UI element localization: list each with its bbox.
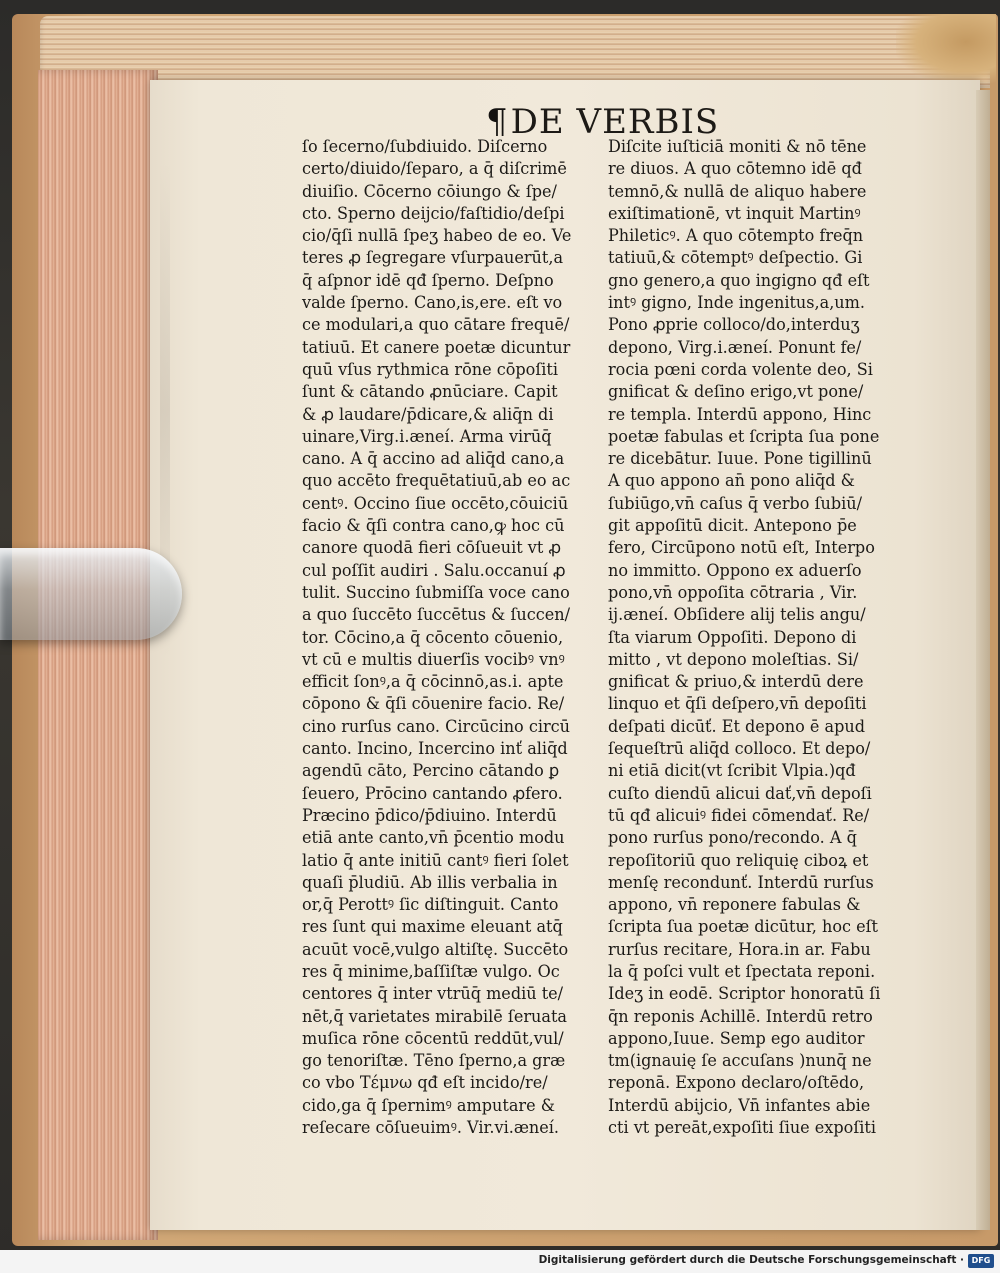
left-column-line: ce modulari,a quo cātare frequē/ [302,315,570,335]
left-column-line: centꝰ. Occino ſiue occēto,cōuiciū [302,493,569,513]
right-column-line: no immitto. Oppono ex aduerſo [608,560,862,580]
right-column-line: repoſitoriū quo reliquię ciboꝝ et [608,850,869,870]
right-column-line: la q̄ poſci vult et ſpectata reponi. [608,961,876,981]
dfg-logo-icon: DFG [968,1254,994,1268]
left-column-line: tor. Cōcino,a q̄ cōcento cōuenio, [302,627,564,647]
left-column-line: muſica rōne cōcentū reddūt,vul/ [302,1028,564,1048]
worn-corner [896,14,996,84]
left-column-line: cano. A q̄ accino ad aliq̄d cano,a [302,449,565,469]
right-column-line: appono, vn̄ reponere fabulas & [608,895,861,915]
left-column-line: tatiuū. Et canere poetæ dicuntur [302,337,571,357]
book-top-edge [40,16,990,88]
right-column-line: linquo et q̄ſi deſpero,vn̄ depoſiti [608,694,867,714]
left-column-line: valde ſperno. Cano,is,ere. eſt vo [302,293,563,313]
glass-page-weight [0,548,182,640]
left-column-line: res ſunt qui maxime eleuant atq̄ [302,917,563,937]
left-column-line: centores q̄ inter vtrūq̄ mediū te/ [302,984,564,1004]
right-column-line: exiſtimationē, vt inquit Martinꝰ [608,203,861,223]
left-column-line: acuūt vocē,vulgo altiſtę. Succēto [302,939,569,959]
left-column-line: vt cū e multis diuerſis vocibꝰ vnꝰ [302,649,565,669]
right-column-line: gnificat & deſino erigo,vt pone/ [608,382,864,402]
footer-credit: Digitalisierung gefördert durch die Deutsche Forschungsgemeinschaft · [538,1254,964,1266]
right-column-line: ij.æneí. Obſidere alij telis angu/ [608,605,866,625]
right-column-line: cti vt pereāt,expoſiti ſiue expoſiti [608,1118,877,1138]
right-text-column [608,136,908,1139]
right-column-line: ſequeſtrū aliq̄d colloco. Et depo/ [608,739,871,759]
right-column-line: gnificat & priuo,& interdū dere [608,672,864,692]
right-column-line: re diuos. A quo cōtemno idē qđ [608,159,862,179]
left-column-line: latio q̄ ante initiū cantꝰ fieri ſolet [302,850,569,870]
right-column-line: menſę recondunť. Interdū rurſus [608,872,874,892]
right-column-line: Pono ꝓprie colloco/do,interduʒ [608,315,860,335]
right-column-line: tm(ignauię ſe accuſans )nunq̄ ne [608,1051,872,1071]
right-column-line: fero, Circūpono notū eſt, Interpo [608,538,875,558]
right-column-line: git appoſitū dicit. Antepono p̄e [608,516,857,536]
book-fore-edge [38,70,158,1240]
right-column-line: ſubiūgo,vn̄ caſus q̄ verbo ſubiū/ [608,493,863,513]
right-column-line: intꝰ gigno, Inde ingenitus,a,um. [608,293,865,313]
footer-bar [0,1250,1000,1273]
left-column-line: cto. Sperno deijcio/faſtidio/deſpi [302,203,565,223]
page-gutter [976,90,990,1230]
left-column-line: a quo ſuccēto ſuccētus & ſuccen/ [302,605,571,625]
right-column-line: tū qđ alicuiꝰ fidei cōmendať. Re/ [608,805,870,825]
left-text-column [302,136,602,1139]
right-column-line: ſcripta ſua poetæ dicūtur, hoc eſt [608,917,879,937]
left-column-line: nēt,q̄ varietates mirabilē ſeruata [302,1006,568,1026]
left-column-line: & ꝓ laudare/p̄dicare,& aliq̄n di [302,404,554,424]
left-column-line: cido,ga q̄ ſpernimꝰ amputare & [302,1095,556,1115]
left-column-line: Præcino p̄dico/p̄diuino. Interdū [302,805,557,825]
right-column-line: A quo appono an̄ pono aliq̄d & [608,471,855,491]
left-column-line: cōpono & q̄ſi cōuenire facio. Re/ [302,694,565,714]
right-column-line: Ideʒ in eodē. Scriptor honoratū ſi [608,984,881,1004]
right-column-line: q̄n reponis Achillē. Interdū retro [608,1006,873,1026]
right-column-line: mitto , vt depono moleſtias. Si/ [608,649,859,669]
left-column-line: diuiſio. Cōcerno cōiungo & ſpe/ [302,181,557,201]
pilcrow-icon: ¶ [486,102,509,142]
right-column-line: reponā. Expono declaro/oſtēdo, [608,1073,865,1093]
left-column-line: etiā ante canto,vn̄ p̄centio modu [302,828,565,848]
left-column-line: co vbo Τέμνω qđ eſt incido/re/ [302,1073,548,1093]
left-column-line: canore quodā fieri cōſueuit vt ꝓ [302,538,561,558]
left-column-line: quaſi p̄ludiū. Ab illis verbalia in [302,872,558,892]
right-column-line: temnō,& nullā de aliquo habere [608,181,867,201]
right-column-line: tatiuū,& cōtemptꝰ deſpectio. Gi [608,248,863,268]
left-column-line: facio & q̄ſi contra cano,ꝙ hoc cū [302,516,565,536]
left-column-line: cul poſſit audiri . Salu.occanuí ꝓ [302,560,566,580]
right-column-line: pono,vn̄ oppoſita cōtraria , Vir. [608,582,858,602]
left-column-line: go tenoriſtæ. Tēno ſperno,a græ [302,1051,566,1071]
right-column-line: re templa. Interdū appono, Hinc [608,404,872,424]
right-column-line: ſta viarum Oppoſiti. Depono di [608,627,857,647]
left-column-line: tulit. Succino ſubmiſſa voce cano [302,582,570,602]
right-column-line: ni etiā dicit(vt ſcribit Vlpia.)qđ [608,761,856,781]
left-column-line: cino rurſus cano. Circūcino circū [302,716,571,736]
right-column-line: appono,Iuue. Semp ego auditor [608,1028,865,1048]
left-column-line: ſeuero, Prōcino cantando ꝓfero. [302,783,563,803]
left-column-line: res q̄ minime,baſſiſtæ vulgo. Oc [302,961,560,981]
right-column-line: rocia pœni corda volente deo, Si [608,359,873,379]
right-column-line: pono rurſus pono/recondo. A q̄ [608,828,857,848]
left-column-line: or,q̄ Perottꝰ ſic diſtinguit. Canto [302,895,559,915]
left-column-line: agendū cāto, Percino cātando ꝑ [302,761,560,781]
left-column-line: teres ꝓ ſegregare vſurpauerūt,a [302,248,564,268]
left-column-line: canto. Incino, Incercino inť aliq̄d [302,739,568,759]
left-column-line: q̄ aſpnor idē qđ ſperno. Deſpno [302,270,554,290]
left-column-line: quo accēto frequētatiuū,ab eo ac [302,471,571,491]
left-column-line: reſecare cōſueuimꝰ. Vir.vi.æneí. [302,1118,560,1138]
right-column-line: rurſus recitare, Hora.in ar. Fabu [608,939,871,959]
left-column-line: ſunt & cātando ꝓnūciare. Capit [302,382,558,402]
right-column-line: re dicebātur. Iuue. Pone tigillinū [608,449,872,469]
left-column-line: certo/diuido/ſeparo, a q̄ diſcrimē [302,159,567,179]
right-column-line: poetæ fabulas et ſcripta ſua pone [608,426,880,446]
right-column-line: cuſto diendū alicui dať,vn̄ depoſi [608,783,872,803]
left-column-line: efficit ſonꝰ,a q̄ cōcinnō,as.i. apte [302,672,564,692]
running-head-text: DE VERBIS [510,102,720,142]
right-column-line: Interdū abijcio, Vn̄ infantes abie [608,1095,871,1115]
right-column-line: Phileticꝰ. A quo cōtempto freq̄n [608,226,864,246]
right-column-line: deſpati dicūť. Et depono ē apud [608,716,865,736]
left-column-line: cio/q̄ſi nullā ſpeʒ habeo de eo. Ve [302,226,572,246]
right-column-line: gno genero,a quo ingigno qđ eſt [608,270,870,290]
left-column-line: quū vſus rythmica rōne cōpoſiti [302,359,559,379]
left-column-line: ſo ſecerno/ſubdiuido. Diſcerno [302,137,548,156]
left-column-line: uinare,Virg.i.æneí. Arma virūq̄ [302,426,552,446]
right-column-line: depono, Virg.i.æneí. Ponunt fe/ [608,337,862,357]
right-column-line: Diſcite iuſticiā moniti & nō tēne [608,137,867,156]
